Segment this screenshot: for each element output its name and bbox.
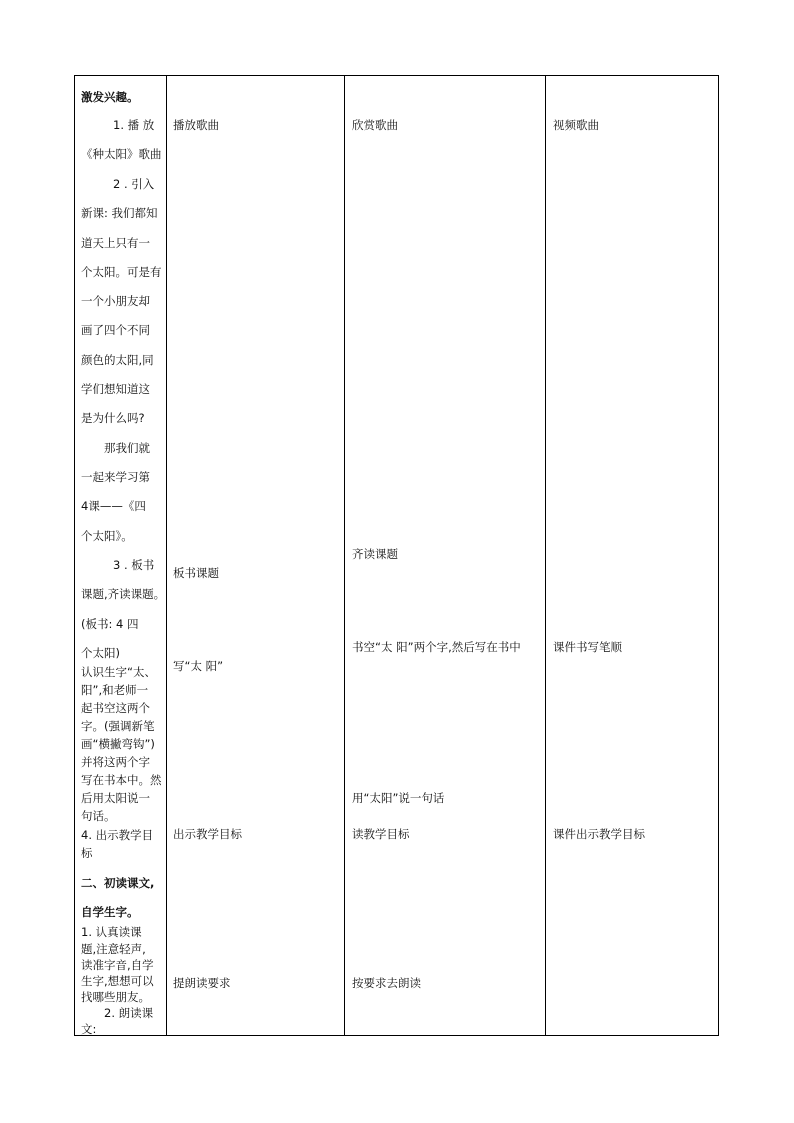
process-line: 写在书本中。然 (81, 773, 162, 787)
process-line: 学们想知道这 (81, 382, 150, 396)
section-heading: 激发兴趣。 (81, 90, 139, 104)
process-line: 4. 出示教学目 (81, 828, 154, 842)
media-note: 视频歌曲 (553, 118, 599, 132)
process-line: 阳”,和老师一 (81, 683, 149, 697)
process-line: 4课——《四 (81, 499, 146, 513)
process-line: 颜色的太阳,同 (81, 353, 154, 367)
process-line: 标 (81, 846, 93, 860)
process-line: 1. 播 放 (113, 118, 155, 132)
process-line: 找哪些朋友。 (81, 990, 150, 1004)
student-activity: 用“太阳”说一句话 (352, 791, 445, 805)
process-line: 那我们就 (104, 441, 150, 455)
process-line: 2 . 引入 (113, 177, 155, 191)
media-note: 课件出示教学目标 (553, 827, 645, 841)
process-line: 字。(强调新笔 (81, 719, 155, 733)
process-line: 认识生字“太、 (81, 665, 156, 679)
student-activity: 按要求去朗读 (352, 976, 421, 990)
process-line: 画“横撇弯钩”) (81, 737, 155, 751)
process-line: 3 . 板书 (113, 558, 155, 572)
student-activity: 齐读课题 (352, 547, 398, 561)
process-line: 读准字音,自学 (81, 958, 154, 972)
process-line: (板书: 4 四 (81, 617, 139, 631)
process-line: 道天上只有一 (81, 236, 150, 250)
teacher-activity: 提朗读要求 (173, 976, 231, 990)
process-line: 生字,想想可以 (81, 974, 154, 988)
student-activity: 读教学目标 (352, 827, 410, 841)
process-line: 2. 朗读课 (104, 1006, 154, 1020)
process-line: 个太阳) (81, 646, 120, 660)
column-divider (344, 75, 345, 1036)
section-heading: 自学生字。 (81, 905, 139, 919)
teacher-activity: 写“太 阳” (173, 659, 224, 673)
process-line: 后用太阳说一 (81, 791, 150, 805)
process-line: 新课: 我们都知 (81, 206, 158, 220)
teacher-activity: 出示教学目标 (173, 827, 242, 841)
column-divider (166, 75, 167, 1036)
process-line: 一个小朋友却 (81, 294, 150, 308)
process-line: 画了四个不同 (81, 323, 150, 337)
process-line: 是为什么吗? (81, 411, 145, 425)
media-note: 课件书写笔顺 (553, 640, 622, 654)
process-line: 并将这两个字 (81, 755, 150, 769)
process-line: 个太阳。可是有 (81, 265, 162, 279)
process-line: 个太阳》。 (81, 529, 133, 543)
process-line: 题,注意轻声, (81, 942, 146, 956)
process-line: 《种太阳》歌曲 (81, 147, 162, 161)
student-activity: 书空“太 阳”两个字,然后写在书中 (352, 640, 521, 654)
column-divider (545, 75, 546, 1036)
process-line: 文: (81, 1022, 97, 1036)
process-line: 句话。 (81, 809, 116, 823)
section-heading: 二、初读课文, (81, 876, 155, 890)
process-line: 一起来学习第 (81, 470, 150, 484)
process-line: 课题,齐读课题。 (81, 587, 166, 601)
process-line: 1. 认真读课 (81, 925, 142, 939)
process-line: 起书空这两个 (81, 701, 150, 715)
student-activity: 欣赏歌曲 (352, 118, 398, 132)
teacher-activity: 播放歌曲 (173, 118, 219, 132)
teacher-activity: 板书课题 (173, 566, 219, 580)
